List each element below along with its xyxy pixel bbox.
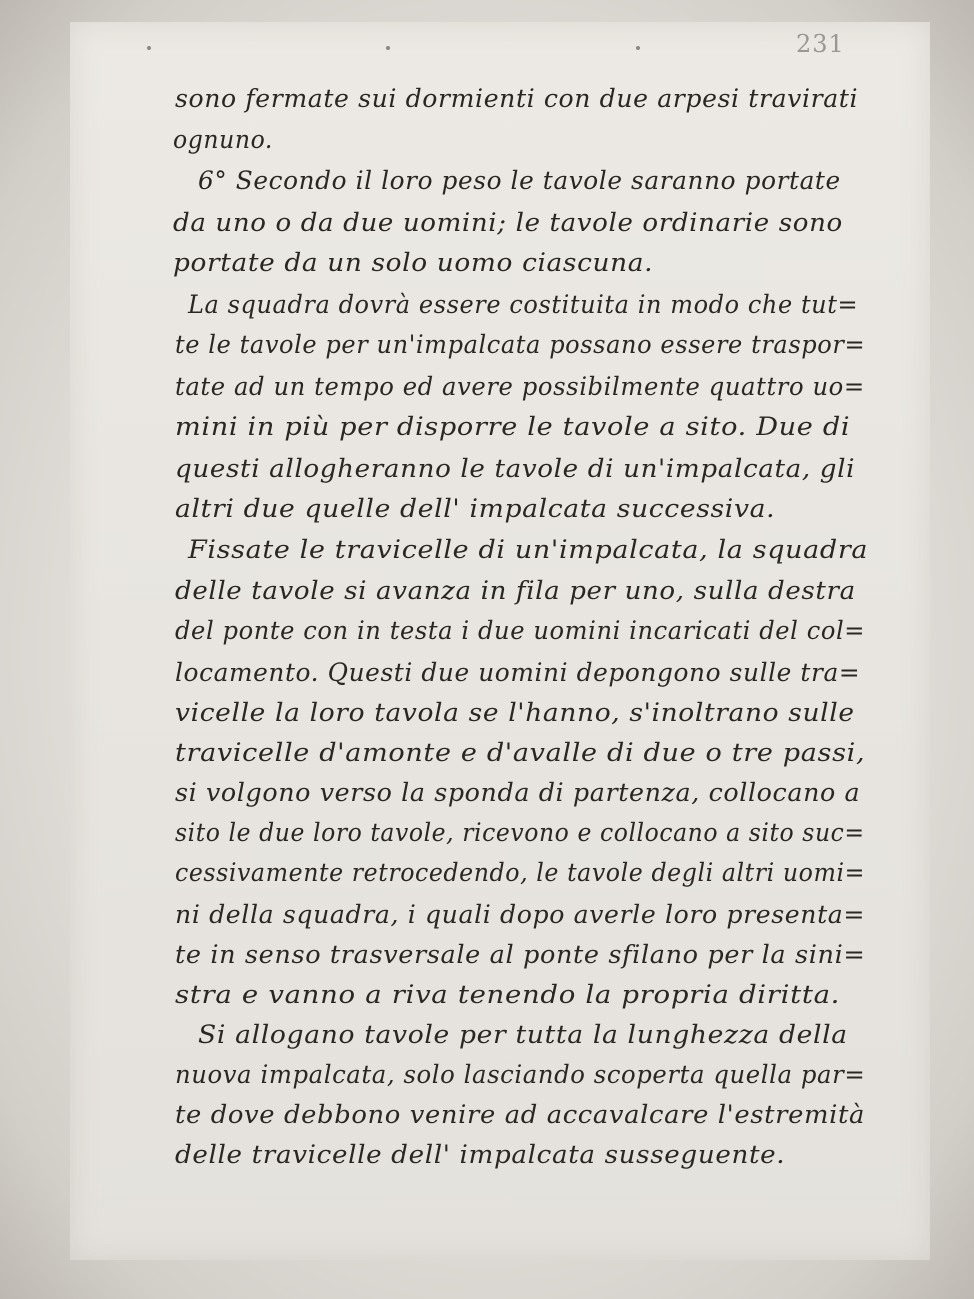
text-line: travicelle d'amonte e d'avalle di due o tre passi, <box>175 738 866 767</box>
text-line: questi allogheranno le tavole di un'impalcata, gli <box>175 454 856 483</box>
text-line: vicelle la loro tavola se l'hanno, s'inoltrano sulle <box>175 698 855 727</box>
text-line: te le tavole per un'impalcata possano essere traspor= <box>175 330 866 359</box>
text-line: tate ad un tempo ed avere possibilmente quattro uo= <box>175 372 865 401</box>
text-line: te in senso trasversale al ponte sfilano per la sini= <box>175 940 866 969</box>
text-line: mini in più per disporre le tavole a sito. Due di <box>175 412 851 441</box>
text-line: delle tavole si avanza in fila per uno, sulla destra <box>175 576 856 605</box>
text-line: portate da un solo uomo ciascuna. <box>173 248 654 277</box>
page-number: 231 <box>796 30 845 58</box>
text-line: 6° Secondo il loro peso le tavole saranno portate <box>198 166 841 195</box>
text-line: Si allogano tavole per tutta la lunghezza della <box>198 1020 848 1049</box>
text-line: sito le due loro tavole, ricevono e collocano a sito suc= <box>175 818 865 847</box>
text-line: si volgono verso la sponda di partenza, collocano a <box>175 778 861 807</box>
text-line: te dove debbono venire ad accavalcare l'estremità <box>175 1100 866 1129</box>
text-line: delle travicelle dell' impalcata susseguente. <box>175 1140 786 1169</box>
text-line: Fissate le travicelle di un'impalcata, la squadra <box>188 535 869 564</box>
speck-mark <box>147 46 151 50</box>
text-line: locamento. Questi due uomini depongono sulle tra= <box>175 658 861 687</box>
speck-mark <box>386 46 390 50</box>
text-line: cessivamente retrocedendo, le tavole degli altri uomi= <box>175 858 866 887</box>
text-line: da uno o da due uomini; le tavole ordinarie sono <box>173 208 843 237</box>
text-line: sono fermate sui dormienti con due arpesi travirati <box>175 84 859 113</box>
speck-mark <box>636 46 640 50</box>
text-line: nuova impalcata, solo lasciando scoperta quella par= <box>175 1060 866 1089</box>
text-line: del ponte con in testa i due uomini incaricati del col= <box>175 616 866 645</box>
text-line: altri due quelle dell' impalcata successiva. <box>175 494 776 523</box>
text-line: stra e vanno a riva tenendo la propria diritta. <box>175 980 841 1009</box>
text-line: ognuno. <box>173 125 273 154</box>
text-line: ni della squadra, i quali dopo averle loro presenta= <box>175 900 866 929</box>
text-line: La squadra dovrà essere costituita in modo che tut= <box>188 290 859 319</box>
